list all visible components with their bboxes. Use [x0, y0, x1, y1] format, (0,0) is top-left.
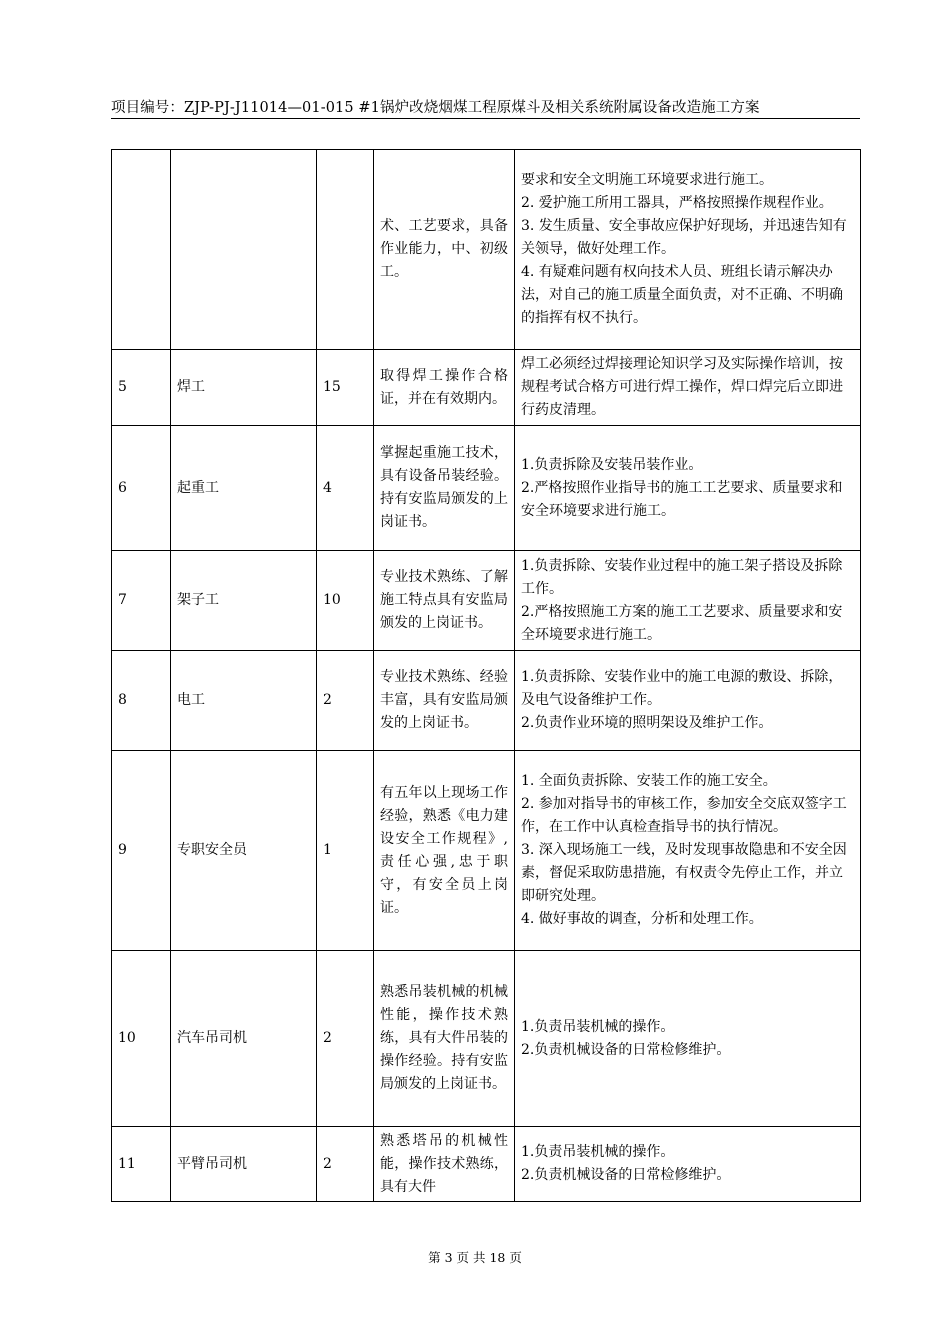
worker-type: 起重工 [171, 426, 317, 551]
duty-item: 2.负责机械设备的日常检修维护。 [521, 1167, 731, 1183]
qualification-requirement: 专业技术熟练、了解施工特点具有安监局颁发的上岗证书。 [374, 551, 515, 651]
row-number: 7 [112, 551, 171, 651]
duty-item: 2.负责机械设备的日常检修维护。 [521, 1041, 731, 1058]
row-number: 9 [112, 751, 171, 951]
duty-item: 1.负责吊装机械的操作。 [521, 1018, 675, 1035]
duties-cell [515, 951, 861, 1127]
table-row [112, 751, 861, 951]
worker-count: 2 [317, 951, 374, 1127]
row-number: 6 [112, 426, 171, 551]
duty-item: 4. 有疑难问题有权向技术人员、班组长请示解决办法，对自己的施工质量全面负责，对不正确、不明确的指挥有权不执行。 [521, 264, 843, 326]
duty-item: 1.负责拆除及安装吊装作业。 [521, 456, 703, 473]
staffing-table [111, 149, 861, 1202]
worker-count: 4 [317, 426, 374, 551]
duty-item: 3. 发生质量、安全事故应保护好现场，并迅速告知有关领导，做好处理工作。 [521, 218, 847, 257]
duty-item: 3. 深入现场施工一线，及时发现事故隐患和不安全因素，督促采取防患措施，有权责令先停止工作，并立即研究处理。 [521, 842, 847, 904]
qualification-requirement: 掌握起重施工技术，具有设备吊装经验。持有安监局颁发的上岗证书。 [374, 426, 515, 551]
worker-count: 1 [317, 751, 374, 951]
duties-cell [515, 1127, 861, 1202]
duty-item: 1.负责吊装机械的操作。 [521, 1144, 675, 1160]
table-row [112, 551, 861, 651]
worker-count: 15 [317, 350, 374, 426]
duty-item: 1.负责拆除、安装作业中的施工电源的敷设、拆除，及电气设备维护工作。 [521, 669, 843, 708]
row-number [112, 150, 171, 350]
duties-cell [515, 651, 861, 751]
worker-type: 平臂吊司机 [171, 1127, 317, 1202]
worker-type [171, 150, 317, 350]
worker-type: 电工 [171, 651, 317, 751]
qualification-requirement: 术、工艺要求，具备作业能力，中、初级工。 [374, 150, 515, 350]
duty-item: 1. 全面负责拆除、安装工作的施工安全。 [521, 773, 777, 789]
qualification-requirement: 熟悉塔吊的机械性能，操作技术熟练，具有大件 [374, 1127, 515, 1202]
worker-count [317, 150, 374, 350]
table-row [112, 1127, 861, 1202]
duty-item: 2.负责作业环境的照明架设及维护工作。 [521, 715, 773, 731]
page-header: 项目编号：ZJP-PJ-J11014—01-015 #1锅炉改烧烟煤工程原煤斗及相关系统附属设备改造施工方案 [111, 100, 760, 116]
worker-type: 焊工 [171, 350, 317, 426]
duties-cell [515, 551, 861, 651]
table-row [112, 951, 861, 1127]
table-row [112, 651, 861, 751]
duties-cell [515, 150, 861, 350]
row-number: 8 [112, 651, 171, 751]
row-number: 5 [112, 350, 171, 426]
table-row [112, 350, 861, 426]
header-divider [111, 118, 860, 119]
qualification-requirement: 取得焊工操作合格证，并在有效期内。 [374, 350, 515, 426]
table-row [112, 150, 861, 350]
duty-item: 2.严格按照施工方案的施工工艺要求、质量要求和安全环境要求进行施工。 [521, 603, 843, 643]
duty-item: 要求和安全文明施工环境要求进行施工。 [521, 172, 773, 188]
duty-item: 4. 做好事故的调查，分析和处理工作。 [521, 911, 763, 927]
duty-item: 1.负责拆除、安装作业过程中的施工架子搭设及拆除工作。 [521, 557, 843, 597]
worker-count: 2 [317, 651, 374, 751]
duties-cell [515, 350, 861, 426]
worker-count: 10 [317, 551, 374, 651]
table-row [112, 426, 861, 551]
worker-type: 汽车吊司机 [171, 951, 317, 1127]
row-number: 10 [112, 951, 171, 1127]
duty-item: 2. 爱护施工所用工器具，严格按照操作规程作业。 [521, 195, 833, 211]
qualification-requirement: 熟悉吊装机械的机械性能，操作技术熟练，具有大件吊装的操作经验。持有安监局颁发的上岗证书。 [374, 951, 515, 1127]
qualification-requirement: 专业技术熟练、经验丰富，具有安监局颁发的上岗证书。 [374, 651, 515, 751]
duty-item: 焊工必须经过焊接理论知识学习及实际操作培训，按规程考试合格方可进行焊工操作，焊口焊完后立即进行药皮清理。 [521, 356, 843, 418]
duties-cell [515, 751, 861, 951]
worker-count: 2 [317, 1127, 374, 1202]
duty-item: 2. 参加对指导书的审核工作，参加安全交底双签字工作，在工作中认真检查指导书的执行情况。 [521, 796, 847, 835]
duty-item: 2.严格按照作业指导书的施工工艺要求、质量要求和安全环境要求进行施工。 [521, 479, 843, 519]
page-footer: 第 3 页 共 18 页 [428, 1250, 522, 1265]
duties-cell [515, 426, 861, 551]
row-number: 11 [112, 1127, 171, 1202]
qualification-requirement: 有五年以上现场工作经验，熟悉《电力建设安全工作规程》,责任心强,忠于职守，有安全员上岗证。 [374, 751, 515, 951]
worker-type: 专职安全员 [171, 751, 317, 951]
worker-type: 架子工 [171, 551, 317, 651]
